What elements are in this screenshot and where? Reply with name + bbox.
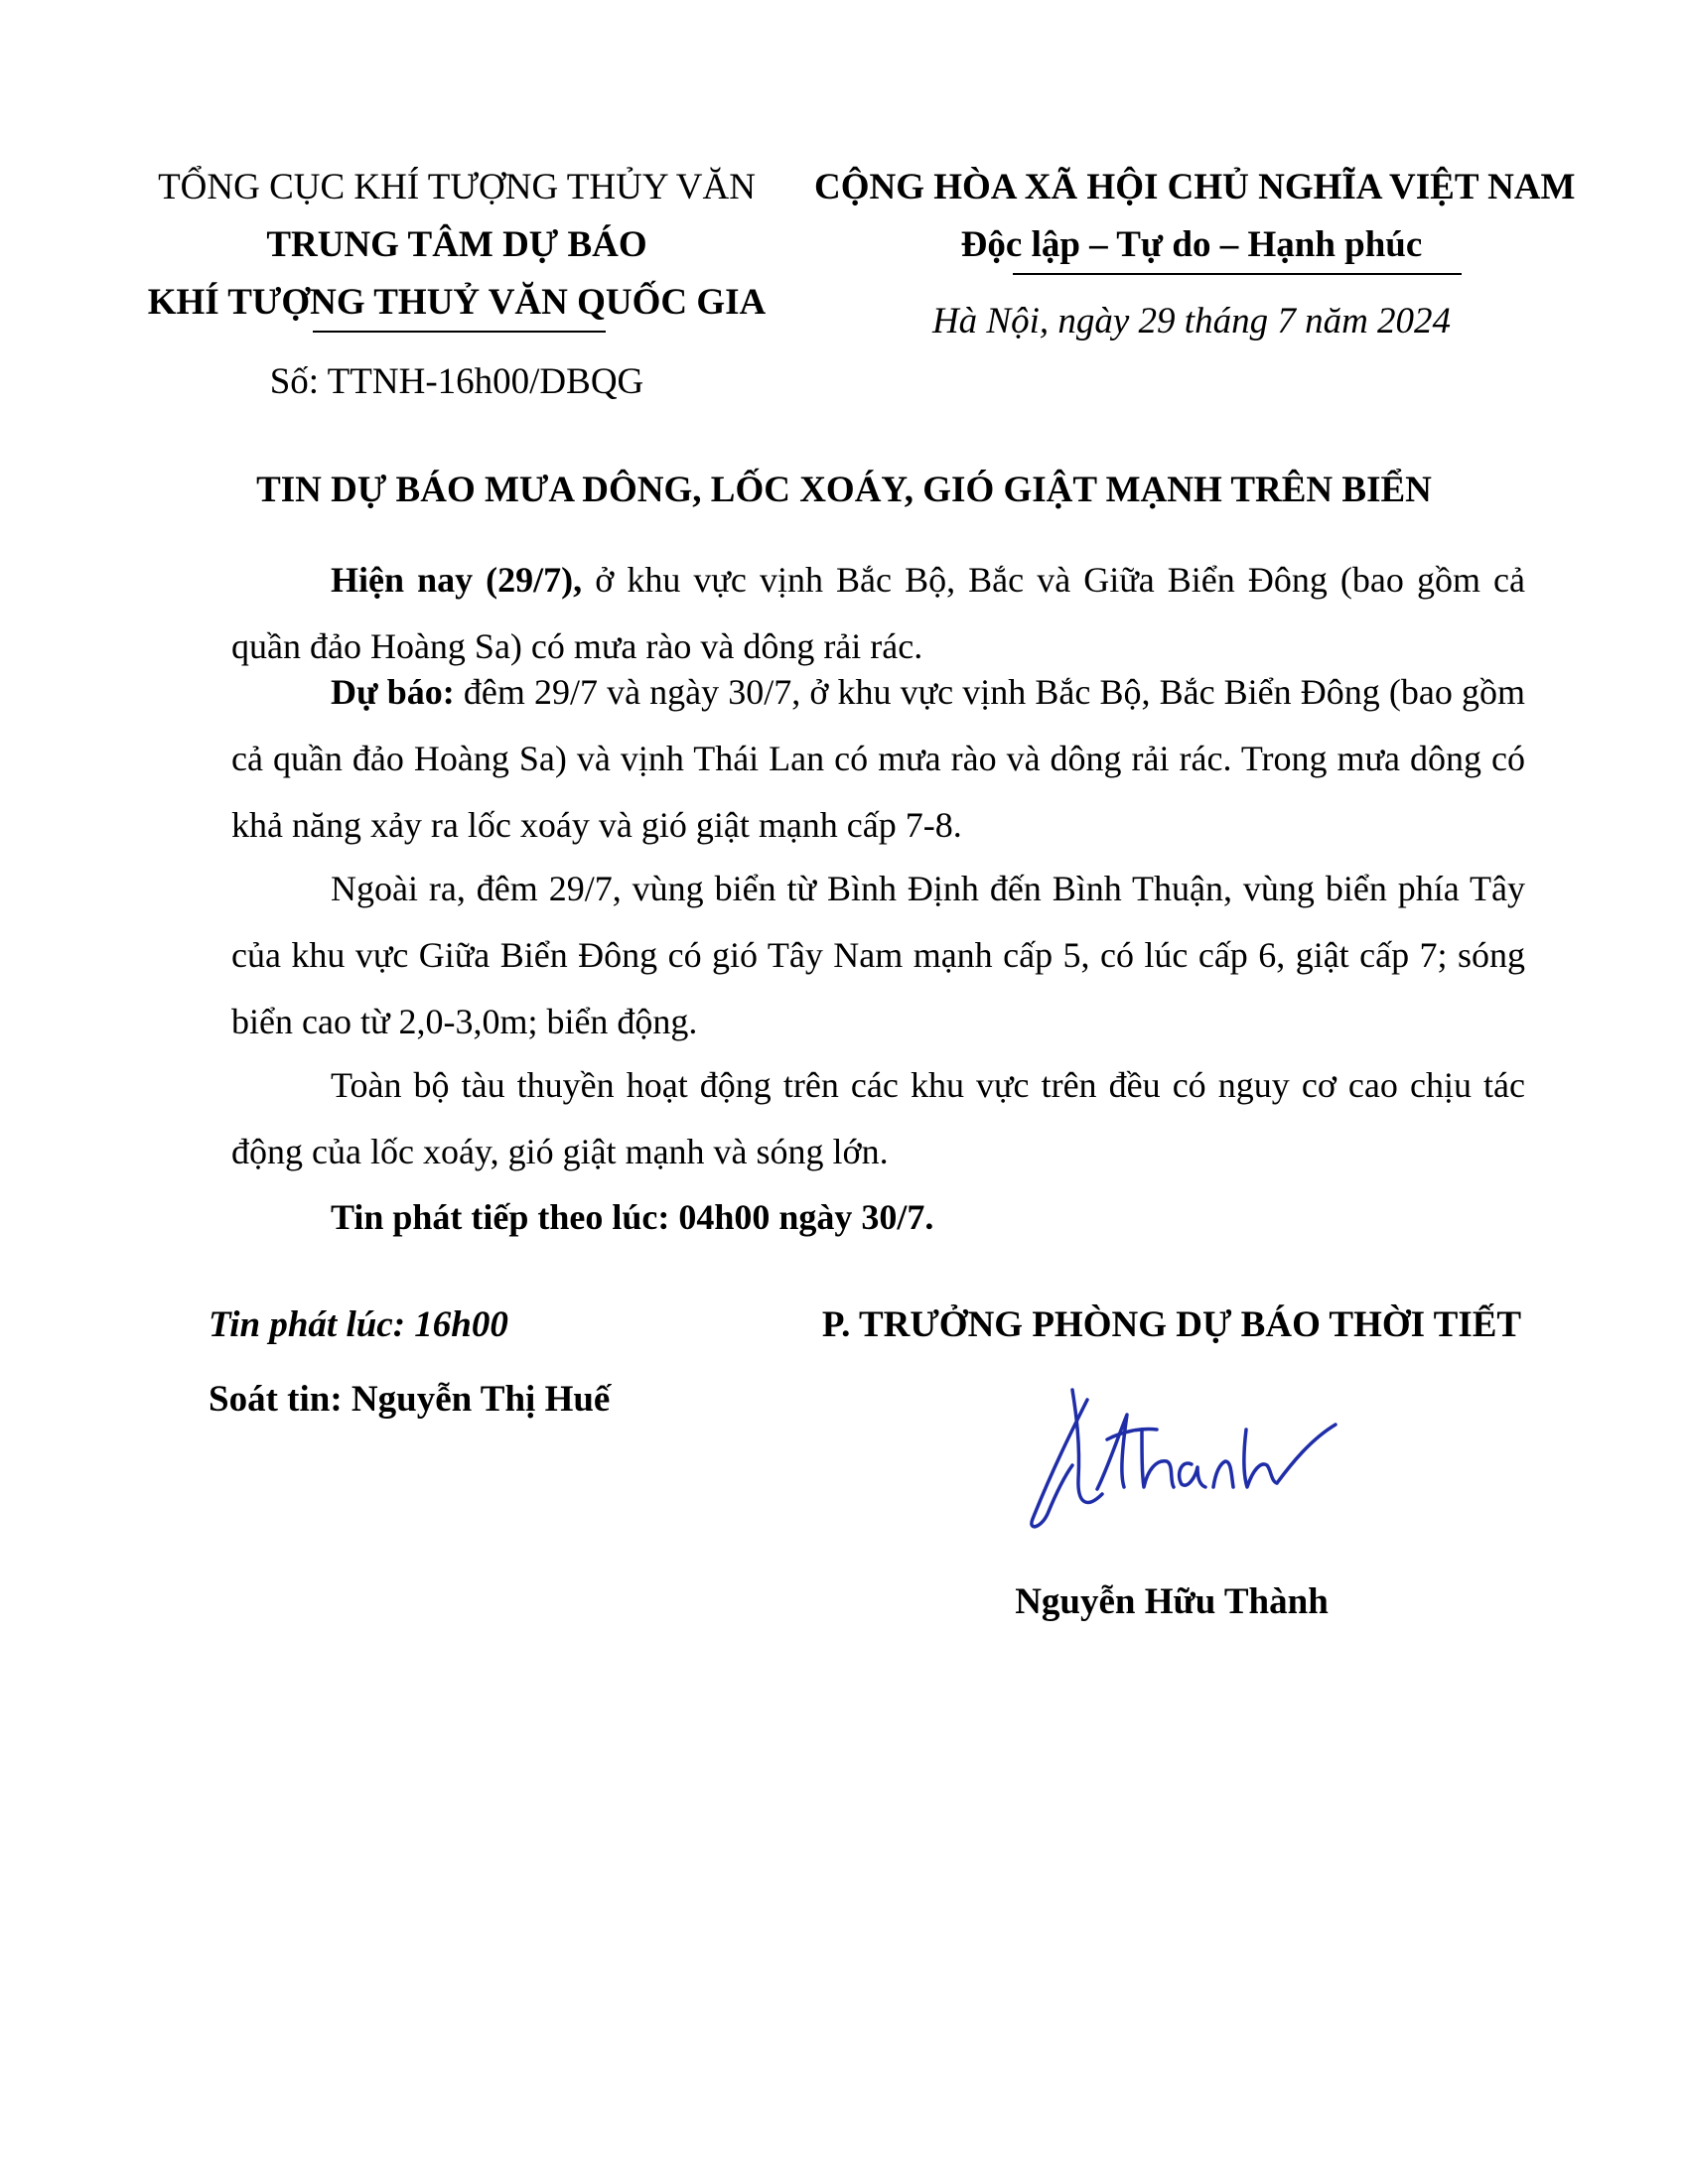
center-name-line2: KHÍ TƯỢNG THUỶ VĂN QUỐC GIA bbox=[147, 282, 767, 323]
next-issue-time: Tin phát tiếp theo lúc: 04h00 ngày 30/7. bbox=[331, 1197, 934, 1237]
national-motto: Độc lập – Tự do – Hạnh phúc bbox=[960, 224, 1423, 265]
issued-at: Tin phát lúc: 16h00 bbox=[209, 1304, 508, 1345]
paragraph-warning: Toàn bộ tàu thuyền hoạt động trên các khu vực trên đều có nguy cơ cao chịu tác động của lốc xoáy, gió giật mạnh và sóng lớn. bbox=[231, 1065, 1525, 1171]
agency-name: TỔNG CỤC KHÍ TƯỢNG THỦY VĂN bbox=[158, 167, 756, 207]
signer-title: P. TRƯỞNG PHÒNG DỰ BÁO THỜI TIẾT bbox=[821, 1304, 1522, 1345]
paragraph-forecast-text: đêm 29/7 và ngày 30/7, ở khu vực vịnh Bắc Bộ, Bắc Biển Đông (bao gồm cả quần đảo Hoàng Sa) và vịnh Thái Lan có mưa rào và dông rải rác. Trong mưa dông có khả năng xảy ra lốc xoáy và gió giật mạnh cấp 7-8. bbox=[231, 672, 1525, 845]
checked-by: Soát tin: Nguyễn Thị Huế bbox=[209, 1379, 611, 1420]
paragraph-wind: Ngoài ra, đêm 29/7, vùng biển từ Bình Định đến Bình Thuận, vùng biển phía Tây của khu vực Giữa Biển Đông có gió Tây Nam mạnh cấp 5, có lúc cấp 6, giật cấp 7; sóng biển cao từ 2,0-3,0m; biển động. bbox=[231, 869, 1525, 1041]
header-left-underline bbox=[313, 331, 606, 333]
paragraph-forecast bbox=[231, 659, 1525, 859]
document-title: TIN DỰ BÁO MƯA DÔNG, LỐC XOÁY, GIÓ GIẬT MẠNH TRÊN BIỂN bbox=[256, 470, 1432, 510]
paragraph-forecast-lead: Dự báo: bbox=[331, 672, 455, 712]
center-name-line1: TRUNG TÂM DỰ BÁO bbox=[266, 224, 647, 265]
signer-name: Nguyễn Hữu Thành bbox=[1015, 1581, 1329, 1622]
document-number: Số: TTNH-16h00/DBQG bbox=[269, 361, 644, 402]
paragraph-current-text: ở khu vực vịnh Bắc Bộ, Bắc và Giữa Biển Đông (bao gồm cả quần đảo Hoàng Sa) có mưa rào và dông rải rác. bbox=[231, 560, 1525, 666]
place-date: Hà Nội, ngày 29 tháng 7 năm 2024 bbox=[931, 301, 1452, 341]
paragraph-current-lead: Hiện nay (29/7), bbox=[331, 560, 583, 600]
country-name: CỘNG HÒA XÃ HỘI CHỦ NGHĨA VIỆT NAM bbox=[814, 167, 1576, 207]
header-right-underline bbox=[1013, 273, 1462, 275]
handwritten-signature bbox=[993, 1370, 1350, 1549]
